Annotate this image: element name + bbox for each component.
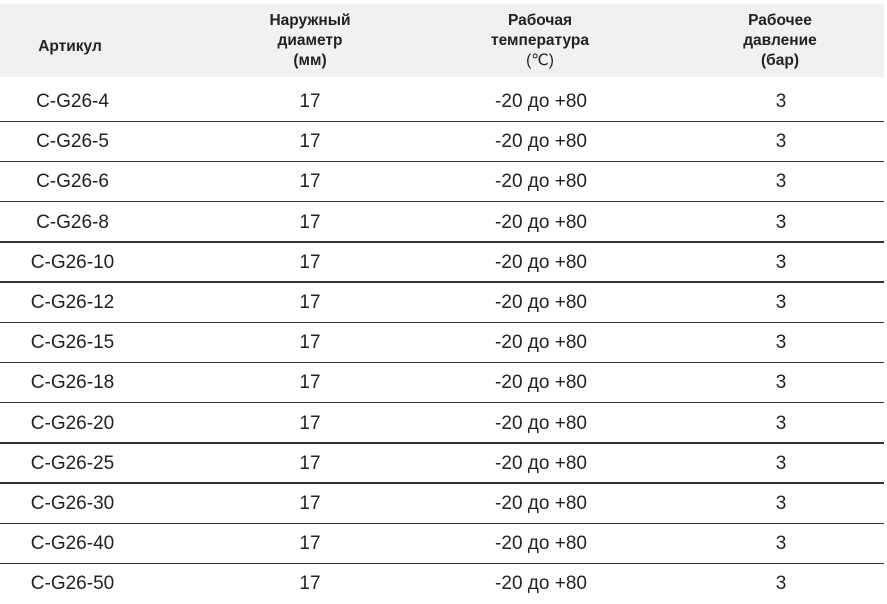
cell-article: C-G26-20 (30, 412, 115, 434)
cell-outer-diameter: 17 (299, 251, 321, 273)
cell-temperature: -20 до +80 (495, 131, 587, 153)
cell-pressure: 3 (775, 493, 787, 514)
cell-outer-diameter: 17 (299, 573, 321, 595)
cell-outer-diameter: 17 (299, 171, 321, 193)
header-pressure-line-1: Рабочее (748, 11, 812, 29)
cell-pressure: 3 (775, 332, 787, 354)
cell-temperature: -20 до +80 (495, 251, 587, 273)
table-row (0, 122, 884, 162)
cell-pressure: 3 (775, 573, 787, 595)
cell-article: C-G26-15 (30, 332, 115, 354)
cell-article: C-G26-4 (36, 91, 109, 112)
table-row (0, 564, 884, 604)
cell-outer-diameter: 17 (299, 91, 321, 112)
cell-temperature: -20 до +80 (495, 211, 587, 233)
cell-pressure: 3 (775, 251, 787, 273)
cell-article: C-G26-12 (30, 292, 115, 313)
header-temperature-line-1: Рабочая (507, 11, 573, 29)
table-row (0, 82, 884, 122)
cell-temperature: -20 до +80 (495, 292, 587, 313)
header-pressure-line-3: (бар) (761, 51, 799, 69)
header-working-pressure (710, 4, 850, 77)
cell-article: C-G26-50 (30, 573, 115, 595)
table-header (0, 4, 884, 77)
table-row (0, 162, 884, 202)
header-temperature-line-2: температура (490, 31, 590, 49)
cell-article: C-G26-10 (30, 251, 115, 273)
cell-outer-diameter: 17 (299, 292, 321, 313)
cell-article: C-G26-30 (30, 493, 115, 514)
cell-temperature: -20 до +80 (495, 533, 587, 555)
header-article (0, 4, 140, 83)
cell-outer-diameter: 17 (299, 332, 321, 354)
header-working-temperature (470, 4, 610, 77)
cell-temperature: -20 до +80 (495, 573, 587, 595)
cell-outer-diameter: 17 (299, 372, 321, 394)
cell-pressure: 3 (775, 211, 787, 233)
cell-outer-diameter: 17 (299, 412, 321, 434)
cell-outer-diameter: 17 (299, 493, 321, 514)
cell-article: C-G26-18 (30, 372, 115, 394)
cell-article: C-G26-25 (30, 452, 115, 474)
cell-pressure: 3 (775, 131, 787, 153)
header-article-line: Артикул (38, 37, 102, 55)
header-pressure-line-2: давление (743, 31, 817, 49)
cell-temperature: -20 до +80 (495, 452, 587, 474)
table-row (0, 524, 884, 564)
cell-pressure: 3 (775, 452, 787, 474)
cell-pressure: 3 (775, 292, 787, 313)
cell-temperature: -20 до +80 (495, 91, 587, 112)
cell-outer-diameter: 17 (299, 533, 321, 555)
cell-temperature: -20 до +80 (495, 332, 587, 354)
header-temperature-line-3: (℃) (526, 51, 554, 69)
cell-temperature: -20 до +80 (495, 412, 587, 434)
cell-outer-diameter: 17 (299, 452, 321, 474)
cell-temperature: -20 до +80 (495, 372, 587, 394)
table-row (0, 243, 884, 283)
cell-pressure: 3 (775, 171, 787, 193)
header-outer-diameter (240, 4, 380, 77)
table-row (0, 203, 884, 243)
cell-pressure: 3 (775, 412, 787, 434)
cell-outer-diameter: 17 (299, 211, 321, 233)
cell-temperature: -20 до +80 (495, 493, 587, 514)
header-diameter-line-2: диаметр (277, 31, 343, 49)
header-diameter-line-3: (мм) (293, 51, 327, 69)
cell-pressure: 3 (775, 91, 787, 112)
table-row (0, 484, 884, 524)
cell-article: C-G26-6 (36, 171, 109, 193)
cell-article: C-G26-8 (36, 211, 109, 233)
cell-article: C-G26-40 (30, 533, 115, 555)
table-row (0, 444, 884, 484)
cell-outer-diameter: 17 (299, 131, 321, 153)
table-row (0, 363, 884, 403)
table-row (0, 323, 884, 363)
cell-pressure: 3 (775, 533, 787, 555)
table-row (0, 404, 884, 444)
table-row (0, 283, 884, 323)
cell-temperature: -20 до +80 (495, 171, 587, 193)
cell-pressure: 3 (775, 372, 787, 394)
header-diameter-line-1: Наружный (269, 11, 351, 29)
cell-article: C-G26-5 (36, 131, 109, 153)
